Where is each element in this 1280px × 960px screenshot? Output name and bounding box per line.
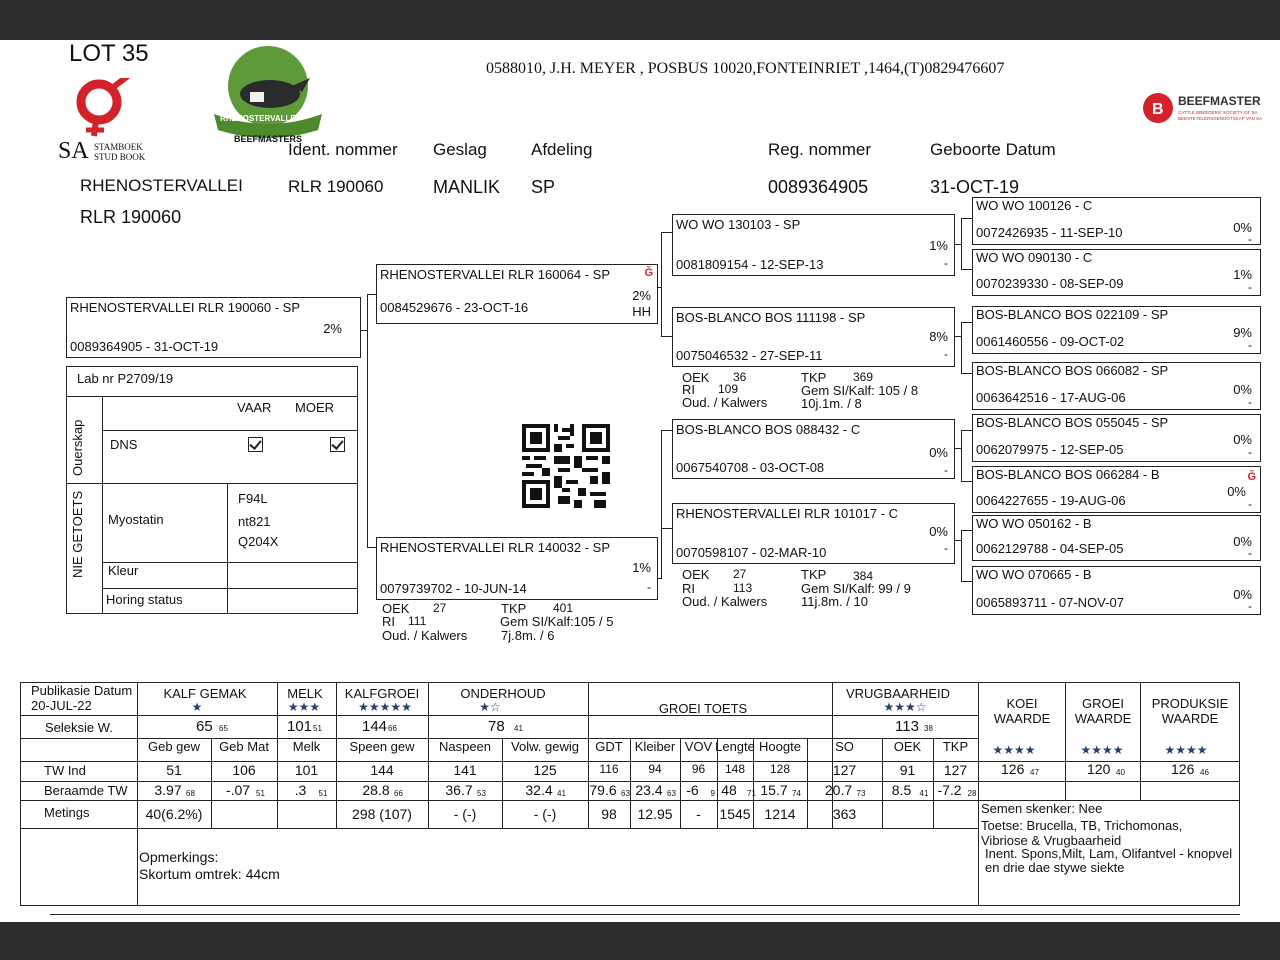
ggp-pct: 0% bbox=[1233, 587, 1252, 602]
onderhoud-stars: ★☆ bbox=[479, 700, 501, 714]
tw-produksie: 126 bbox=[1171, 761, 1195, 777]
gp-dash: - bbox=[944, 463, 948, 477]
logo-rv-text: RHENOSTERVALLEI bbox=[220, 114, 298, 123]
myostatin-value: nt821 bbox=[238, 514, 271, 529]
dns-vaar-checkbox bbox=[248, 437, 263, 452]
dam-box bbox=[376, 537, 658, 600]
gp-stat-gem: Gem SI/Kalf: 105 / 8 bbox=[801, 383, 919, 398]
table-rule bbox=[277, 682, 278, 738]
gp-stat-oek-value: 36 bbox=[733, 370, 747, 384]
ggp-dash: - bbox=[1248, 599, 1252, 613]
kalfgroei-stars: ★★★★★ bbox=[358, 700, 412, 714]
beraamde-value: .3 bbox=[294, 782, 307, 798]
table-rule bbox=[20, 828, 978, 829]
dam-oek-label: OEK bbox=[382, 601, 410, 616]
tw-ind-value: 125 bbox=[533, 762, 557, 778]
ggp-box-2 bbox=[972, 249, 1261, 296]
dns-moer-checkbox bbox=[330, 437, 345, 452]
subject-pct: 2% bbox=[323, 321, 342, 336]
beraamde-acc: 9 bbox=[710, 789, 715, 798]
ouerskap-label: Ouerskap bbox=[70, 419, 85, 476]
qr-code-icon bbox=[522, 424, 610, 508]
column-header: Kleiber bbox=[634, 739, 676, 754]
opmerkings-label: Opmerkings: bbox=[139, 849, 219, 865]
lot-number: LOT 35 bbox=[69, 40, 149, 67]
produksie-waarde-header: PRODUKSIE WAARDE bbox=[1151, 696, 1229, 726]
gp-stat-oek-value: 27 bbox=[733, 567, 747, 581]
toetse-line-1: Toetse: Brucella, TB, Trichomonas, bbox=[981, 818, 1183, 833]
column-header: Geb Mat bbox=[219, 739, 269, 754]
table-rule bbox=[630, 738, 631, 828]
ggp-reg: 0065893711 - 07-NOV-07 bbox=[976, 595, 1124, 610]
dam-tkp-value: 401 bbox=[553, 601, 574, 615]
subject-reg: 0089364905 - 31-OCT-19 bbox=[70, 339, 219, 354]
table-rule bbox=[502, 738, 503, 828]
dam-tkp-label: TKP bbox=[501, 601, 527, 616]
ggp-name: BOS-BLANCO BOS 022109 - SP bbox=[976, 307, 1169, 322]
ggp-reg: 0062079975 - 12-SEP-05 bbox=[976, 442, 1124, 457]
ggp-dash: - bbox=[1248, 546, 1252, 560]
column-header: Lengte bbox=[715, 739, 755, 754]
sel-onderhoud-acc: 41 bbox=[514, 724, 523, 733]
column-header: TKP bbox=[942, 739, 969, 754]
kleur-label: Kleur bbox=[108, 563, 139, 578]
beraamde-acc: 51 bbox=[256, 789, 265, 798]
gp-stat-tkp-value: 369 bbox=[853, 370, 874, 384]
myostatin-label: Myostatin bbox=[108, 512, 164, 527]
table-rule bbox=[211, 738, 212, 828]
beraamde-acc: 73 bbox=[856, 789, 866, 798]
table-rule bbox=[680, 738, 681, 828]
gp-stat-ri-value: 113 bbox=[733, 581, 753, 595]
subject-name: RHENOSTERVALLEI RLR 190060 - SP bbox=[70, 300, 301, 315]
gp-stat-gem: Gem SI/Kalf: 99 / 9 bbox=[801, 581, 911, 596]
melk-stars: ★★★ bbox=[287, 700, 321, 714]
dam-name: RHENOSTERVALLEI RLR 140032 - SP bbox=[380, 540, 611, 555]
tw-ind-value: 101 bbox=[294, 762, 319, 778]
sa-letters: SA bbox=[58, 138, 89, 164]
ggp-name: BOS-BLANCO BOS 055045 - SP bbox=[976, 415, 1169, 430]
beraamde-value: 3.97 bbox=[154, 782, 182, 798]
semen-text: Semen skenker: Nee bbox=[981, 801, 1103, 816]
beraamde-acc: 74 bbox=[792, 789, 801, 798]
label-afdeling: Afdeling bbox=[531, 140, 593, 159]
gp-stat-jm: 10j.1m. / 8 bbox=[801, 396, 862, 411]
studbook-text: STUD BOOK bbox=[94, 152, 146, 162]
dam-reg: 0079739702 - 10-JUN-14 bbox=[380, 581, 527, 596]
column-header: Melk bbox=[292, 739, 321, 754]
sire-reg: 0084529676 - 23-OCT-16 bbox=[380, 300, 529, 315]
toetse-line-3: Inent. Spons,Milt, Lam, Olifantvel - knopvel bbox=[985, 846, 1233, 861]
gp-pct: 0% bbox=[929, 524, 948, 539]
myostatin-value: Q204X bbox=[238, 534, 279, 549]
table-rule bbox=[277, 738, 278, 828]
gp-dash: - bbox=[944, 256, 948, 270]
breeder-mark-icon: Ğ bbox=[1247, 471, 1256, 483]
gp-stat-ri-label: RI bbox=[682, 382, 695, 397]
beraamde-acc: 53 bbox=[477, 789, 486, 798]
metings-value: 1214 bbox=[764, 806, 796, 822]
column-header: Geb gew bbox=[147, 739, 201, 754]
svg-text:B: B bbox=[1152, 101, 1164, 118]
melk-header: MELK bbox=[287, 686, 323, 701]
beraamde-value: -6 bbox=[686, 782, 699, 798]
ggp-box-1 bbox=[972, 197, 1261, 245]
metings-value: 363 bbox=[832, 806, 857, 822]
tw-ind-value: 148 bbox=[724, 762, 746, 776]
reg-value: 0089364905 bbox=[768, 177, 869, 197]
gp-box-3 bbox=[672, 419, 955, 479]
table-rule bbox=[978, 682, 979, 906]
metings-value: 98 bbox=[601, 806, 617, 822]
column-header: VOV bbox=[684, 739, 713, 754]
nie-getoets-label: NIE GETOETS bbox=[70, 490, 85, 578]
beraamde-acc: 63 bbox=[667, 789, 676, 798]
sire-box bbox=[376, 264, 658, 324]
metings-value: - (-) bbox=[453, 806, 477, 822]
gp-stat-ri-value: 109 bbox=[718, 382, 739, 396]
onderhoud-header: ONDERHOUD bbox=[460, 686, 546, 701]
sire-tag: HH bbox=[632, 304, 651, 319]
sel-kalf-gemak: 65 bbox=[196, 718, 213, 735]
gp-name: BOS-BLANCO BOS 088432 - C bbox=[676, 422, 861, 437]
ggp-pct: 0% bbox=[1233, 432, 1252, 447]
gp-dash: - bbox=[944, 347, 948, 361]
gp-stat-tkp-label: TKP bbox=[801, 567, 827, 582]
gp-stat-ri-label: RI bbox=[682, 581, 695, 596]
sel-onderhoud: 78 bbox=[488, 718, 505, 735]
gp-stat-oud: Oud. / Kalwers bbox=[682, 395, 768, 410]
sel-kalf-gemak-acc: 65 bbox=[219, 724, 228, 733]
ggp-box-4 bbox=[972, 362, 1261, 410]
sire-name: RHENOSTERVALLEI RLR 160064 - SP bbox=[380, 267, 611, 282]
subject-box bbox=[66, 297, 361, 358]
skortum-text: Skortum omtrek: 44cm bbox=[139, 866, 280, 882]
vrugbaarheid-header: VRUGBAARHEID bbox=[845, 686, 951, 701]
gp-pct: 1% bbox=[929, 238, 948, 253]
beraamde-value: 48 bbox=[721, 782, 737, 798]
ggp-pct: 0% bbox=[1227, 484, 1246, 499]
ggp-pct: 0% bbox=[1233, 382, 1252, 397]
label-geslag: Geslag bbox=[433, 140, 487, 159]
geslag-value: MANLIK bbox=[433, 177, 501, 197]
ggp-box-8 bbox=[972, 566, 1261, 615]
breeder-line: 0588010, J.H. MEYER , POSBUS 10020,FONTEINRIET ,1464,(T)0829476607 bbox=[486, 60, 1005, 77]
gp-reg: 0067540708 - 03-OCT-08 bbox=[676, 460, 825, 475]
beefmaster-sub1: CATTLE BREEDERS' SOCIETY OF SA bbox=[1178, 110, 1258, 115]
column-header: Speen gew bbox=[349, 739, 415, 754]
ggp-dash: - bbox=[1248, 445, 1252, 459]
tw-ind-value: 128 bbox=[769, 762, 791, 776]
ggp-box-6 bbox=[972, 466, 1261, 513]
tw-koei-acc: 47 bbox=[1030, 768, 1039, 777]
table-rule bbox=[336, 738, 337, 828]
column-header: Hoogte bbox=[759, 739, 801, 754]
myostatin-value: F94L bbox=[238, 491, 268, 506]
ggp-dash: - bbox=[1248, 338, 1252, 352]
ggp-name: BOS-BLANCO BOS 066284 - B bbox=[976, 467, 1160, 482]
ggp-name: BOS-BLANCO BOS 066082 - SP bbox=[976, 363, 1169, 378]
dam-oek-value: 27 bbox=[433, 601, 447, 615]
tw-koei: 126 bbox=[1001, 761, 1025, 777]
ggp-name: WO WO 090130 - C bbox=[976, 250, 1093, 265]
kalf-gemak-stars: ★ bbox=[191, 700, 203, 714]
toetse-line-2: Vibriose & Vrugbaarheid bbox=[981, 833, 1122, 848]
metings-value: 40(6.2%) bbox=[145, 806, 203, 822]
kalfgroei-header: KALFGROEI bbox=[344, 686, 420, 701]
groei-waarde-header: GROEI WAARDE bbox=[1074, 696, 1132, 726]
sel-melk-acc: 51 bbox=[313, 724, 322, 733]
beraamde-value: 20.7 bbox=[824, 782, 853, 798]
vrugbaarheid-stars: ★★★☆ bbox=[883, 700, 927, 714]
beefmaster-logo bbox=[1142, 92, 1272, 126]
beraamde-value: -7.2 bbox=[937, 782, 962, 798]
gp-dash: - bbox=[944, 541, 948, 555]
beraamde-value: 8.5 bbox=[891, 782, 912, 798]
sa-studbook-emblem-icon bbox=[58, 78, 158, 138]
beraamde-acc: 41 bbox=[557, 789, 566, 798]
sel-kalfgroei: 144 bbox=[362, 718, 388, 735]
ggp-reg: 0062129788 - 04-SEP-05 bbox=[976, 541, 1124, 556]
sel-vrug-acc: 38 bbox=[924, 724, 933, 733]
metings-value: 298 (107) bbox=[352, 806, 412, 822]
column-header: SO bbox=[835, 739, 854, 754]
gp-stat-oek-label: OEK bbox=[682, 370, 710, 385]
dam-jm: 7j.8m. / 6 bbox=[501, 628, 555, 643]
lab-number: Lab nr P2709/19 bbox=[77, 371, 174, 386]
ggp-box-7 bbox=[972, 515, 1261, 561]
tw-ind-value: 51 bbox=[166, 762, 182, 778]
tw-ind-value: 94 bbox=[648, 762, 662, 776]
table-rule bbox=[137, 682, 138, 906]
gp-box-1 bbox=[672, 214, 955, 276]
metings-value: - bbox=[696, 806, 701, 822]
dam-pct: 1% bbox=[632, 560, 651, 575]
column-header: GDT bbox=[595, 739, 623, 754]
ggp-name: WO WO 050162 - B bbox=[976, 516, 1092, 531]
beraamde-value: 28.8 bbox=[362, 782, 390, 798]
tw-produksie-acc: 46 bbox=[1200, 768, 1209, 777]
horing-label: Horing status bbox=[106, 592, 183, 607]
tw-ind-value: 127 bbox=[832, 762, 857, 778]
beraamde-value: 32.4 bbox=[525, 782, 553, 798]
beefmaster-sub2: BEESTETELERSGENOOTSKAP VAN SA bbox=[1178, 116, 1263, 121]
produksie-stars: ★★★★ bbox=[1164, 743, 1208, 757]
dam-dash: - bbox=[647, 580, 651, 594]
ggp-dash: - bbox=[1248, 280, 1252, 294]
herd-name: RHENOSTERVALLEI bbox=[80, 176, 243, 195]
metings-label: Metings bbox=[44, 805, 90, 820]
label-geboorte: Geboorte Datum bbox=[930, 140, 1056, 159]
gp-reg: 0075046532 - 27-SEP-11 bbox=[676, 348, 823, 363]
ggp-pct: 1% bbox=[1233, 267, 1252, 282]
beraamde-acc: 28 bbox=[967, 789, 977, 798]
sel-kalfgroei-acc: 66 bbox=[388, 724, 397, 733]
beefmaster-name: BEEFMASTER bbox=[1178, 94, 1261, 108]
tw-ind-value: 116 bbox=[599, 762, 619, 776]
table-rule bbox=[428, 738, 429, 828]
beraamde-acc: 51 bbox=[318, 789, 328, 798]
beraamde-value: 23.4 bbox=[635, 782, 663, 798]
gp-reg: 0081809154 - 12-SEP-13 bbox=[676, 257, 824, 272]
ggp-reg: 0061460556 - 09-OCT-02 bbox=[976, 334, 1125, 349]
table-rule bbox=[832, 715, 978, 716]
rhenostervallei-logo bbox=[210, 42, 326, 146]
ggp-dash: - bbox=[1248, 395, 1252, 409]
stamboek-text: STAMBOEK bbox=[94, 142, 143, 152]
ggp-pct: 0% bbox=[1233, 534, 1252, 549]
gp-reg: 0070598107 - 02-MAR-10 bbox=[676, 545, 827, 560]
column-header: Naspeen bbox=[438, 739, 492, 754]
tw-groei: 120 bbox=[1087, 761, 1111, 777]
beraamde-value: -.07 bbox=[225, 782, 251, 798]
ggp-name: WO WO 070665 - B bbox=[976, 567, 1092, 582]
sel-melk: 101 bbox=[287, 718, 313, 735]
koei-waarde-header: KOEI WAARDE bbox=[993, 696, 1051, 726]
label-reg: Reg. nommer bbox=[768, 140, 871, 159]
beefmaster-b-icon bbox=[1142, 92, 1174, 124]
column-header: OEK bbox=[893, 739, 922, 754]
beraamde-acc: 71 bbox=[747, 789, 756, 798]
ggp-reg: 0070239330 - 08-SEP-09 bbox=[976, 276, 1124, 291]
gp-stat-jm: 11j.8m. / 10 bbox=[801, 594, 868, 609]
dam-ri-label: RI bbox=[382, 614, 395, 629]
beraamde-acc: 68 bbox=[186, 789, 195, 798]
ggp-dash: - bbox=[1248, 232, 1252, 246]
tw-ind-value: 127 bbox=[943, 762, 968, 778]
publikasie-date: 20-JUL-22 bbox=[31, 698, 92, 713]
bottom-bar bbox=[0, 922, 1280, 960]
koei-stars: ★★★★ bbox=[992, 743, 1036, 757]
kalf-gemak-header: KALF GEMAK bbox=[163, 686, 247, 701]
gp-box-2 bbox=[672, 307, 955, 367]
tw-ind-value: 106 bbox=[232, 762, 256, 778]
ggp-reg: 0064227655 - 19-AUG-06 bbox=[976, 493, 1126, 508]
ggp-name: WO WO 100126 - C bbox=[976, 198, 1093, 213]
gp-stat-tkp-label: TKP bbox=[801, 370, 827, 385]
beraamde-label: Beraamde TW bbox=[44, 783, 128, 798]
ggp-pct: 0% bbox=[1233, 220, 1252, 235]
table-rule bbox=[588, 682, 589, 828]
sa-studbook-logo bbox=[58, 78, 158, 164]
beraamde-acc: 41 bbox=[919, 789, 929, 798]
tw-ind-label: TW Ind bbox=[44, 763, 86, 778]
column-header: Volw. gewig bbox=[511, 739, 579, 754]
metings-value: 1545 bbox=[719, 806, 751, 822]
sire-pct: 2% bbox=[632, 288, 651, 303]
gp-stat-oek-label: OEK bbox=[682, 567, 710, 582]
beraamde-value: 36.7 bbox=[445, 782, 473, 798]
vaar-label: VAAR bbox=[237, 400, 272, 415]
gp-pct: 0% bbox=[929, 445, 948, 460]
ggp-reg: 0072426935 - 11-SEP-10 bbox=[976, 225, 1123, 240]
moer-label: MOER bbox=[295, 400, 334, 415]
table-rule bbox=[50, 914, 1240, 915]
top-bar bbox=[0, 0, 1280, 40]
dam-gem: Gem SI/Kalf:105 / 5 bbox=[500, 614, 614, 629]
ggp-dash: - bbox=[1248, 497, 1252, 511]
gp-name: RHENOSTERVALLEI RLR 101017 - C bbox=[676, 506, 899, 521]
groei-stars: ★★★★ bbox=[1080, 743, 1124, 757]
dam-ri-value: 111 bbox=[408, 614, 427, 628]
ggp-pct: 9% bbox=[1233, 325, 1252, 340]
gp-name: WO WO 130103 - SP bbox=[676, 217, 801, 232]
ggp-box-3 bbox=[972, 306, 1261, 354]
ident-value: RLR 190060 bbox=[288, 177, 384, 196]
publikasie-label: Publikasie Datum bbox=[31, 683, 133, 698]
table-rule bbox=[882, 738, 883, 828]
beraamde-acc: 66 bbox=[394, 789, 403, 798]
sel-vrug: 113 bbox=[895, 718, 919, 735]
ggp-box-5 bbox=[972, 414, 1261, 462]
tw-ind-value: 96 bbox=[691, 762, 706, 776]
table-rule bbox=[428, 682, 429, 738]
logo-bm-text: BEEFMASTERS bbox=[234, 134, 303, 144]
toetse-line-4: en drie dae stywe siekte bbox=[985, 860, 1125, 875]
beraamde-acc: 63 bbox=[621, 789, 630, 798]
tw-ind-value: 141 bbox=[453, 762, 477, 778]
dam-oud-label: Oud. / Kalwers bbox=[382, 628, 468, 643]
gp-name: BOS-BLANCO BOS 111198 - SP bbox=[676, 310, 866, 325]
beraamde-value: 79.6 bbox=[589, 782, 617, 798]
breeder-mark-icon: Ğ bbox=[644, 267, 653, 279]
metings-value: 12.95 bbox=[637, 806, 673, 822]
metings-value: - (-) bbox=[533, 806, 557, 822]
gp-stat-oud: Oud. / Kalwers bbox=[682, 594, 768, 609]
dns-label: DNS bbox=[110, 437, 138, 452]
tw-groei-acc: 40 bbox=[1116, 768, 1125, 777]
gp-stat-tkp-value: 384 bbox=[853, 569, 874, 583]
rhino-emblem-icon bbox=[210, 42, 326, 146]
seleksie-label: Seleksie W. bbox=[45, 720, 113, 735]
herd-id: RLR 190060 bbox=[80, 207, 182, 227]
gp-box-4 bbox=[672, 503, 955, 564]
beraamde-value: 15.7 bbox=[760, 782, 788, 798]
ggp-reg: 0063642516 - 17-AUG-06 bbox=[976, 390, 1126, 405]
tw-ind-value: 144 bbox=[370, 762, 394, 778]
gp-pct: 8% bbox=[929, 329, 948, 344]
table-rule bbox=[807, 738, 808, 828]
afdeling-value: SP bbox=[531, 177, 556, 197]
table-rule bbox=[336, 682, 337, 738]
label-ident: Ident. nommer bbox=[288, 140, 398, 159]
geboorte-value: 31-OCT-19 bbox=[930, 177, 1020, 197]
groei-toets-header: GROEI TOETS bbox=[658, 701, 748, 716]
tw-ind-value: 91 bbox=[899, 762, 916, 778]
table-rule bbox=[933, 738, 934, 828]
